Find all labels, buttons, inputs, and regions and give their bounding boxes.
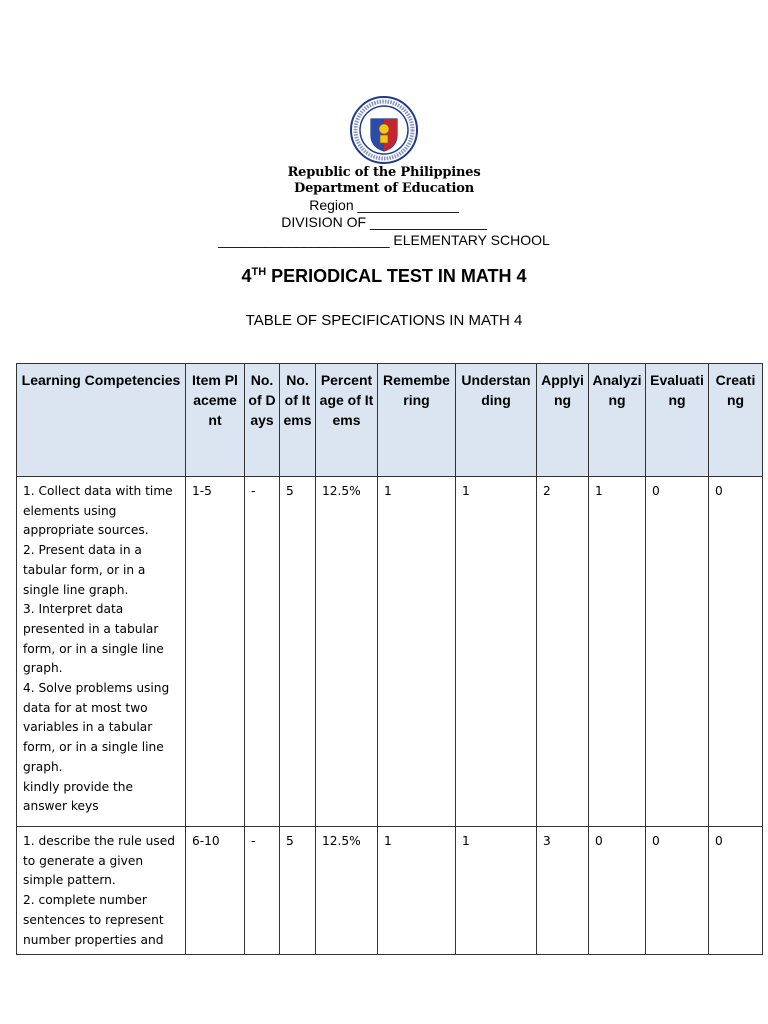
analyzing-cell: 0 [589,827,646,955]
deped-seal-logo [349,95,419,165]
page-subtitle: TABLE OF SPECIFICATIONS IN MATH 4 [245,312,523,329]
republic-line: Republic of the Philippines [287,165,481,180]
remembering-cell: 1 [378,827,456,955]
header-remembering: Remembering [378,364,456,477]
analyzing-cell: 1 [589,477,646,827]
creating-cell: 0 [709,477,763,827]
page-title: 4TH PERIODICAL TEST IN MATH 4 [241,266,527,286]
evaluating-cell: 0 [646,827,709,955]
header-no-of-days: No. of Days [245,364,280,477]
department-line: Department of Education [294,181,474,196]
placement-cell: 1-5 [186,477,245,827]
remembering-cell: 1 [378,477,456,827]
understanding-cell: 1 [456,477,537,827]
header-applying: Applying [537,364,589,477]
competencies-cell: 1. Collect data with time elements using appropriate sources. 2. Present data in a tabular form, or in a single line graph. 3. Interpret data presented in a tabular form, or in a single line graph. 4. Solve problems using data for at most two variables in a tabular form, or in a single line graph. kindly provide the answer keys [17,477,186,827]
percentage-cell: 12.5% [316,827,378,955]
division-line: DIVISION OF _______________ [281,214,487,230]
competencies-cell: 1. describe the rule used to generate a given simple pattern. 2. complete number sentences to represent number properties and [17,827,186,955]
evaluating-cell: 0 [646,477,709,827]
header-learning-competencies: Learning Competencies [17,364,186,477]
creating-cell: 0 [709,827,763,955]
school-line: ______________________ ELEMENTARY SCHOOL [218,232,550,248]
items-cell: 5 [280,477,316,827]
header-creating: Creating [709,364,763,477]
header-no-of-items: No. of Items [280,364,316,477]
applying-cell: 3 [537,827,589,955]
days-cell: - [245,477,280,827]
table-row [17,477,763,827]
understanding-cell: 1 [456,827,537,955]
applying-cell: 2 [537,477,589,827]
header-evaluating: Evaluating [646,364,709,477]
days-cell: - [245,827,280,955]
items-cell: 5 [280,827,316,955]
header-analyzing: Analyzing [589,364,646,477]
table-of-specifications [16,363,763,955]
header-item-placement: Item Placement [186,364,245,477]
percentage-cell: 12.5% [316,477,378,827]
header-understanding: Understanding [456,364,537,477]
header-percentage: Percentage of Items [316,364,378,477]
table-row [17,827,763,955]
placement-cell: 6-10 [186,827,245,955]
region-line: Region _____________ [309,197,459,213]
